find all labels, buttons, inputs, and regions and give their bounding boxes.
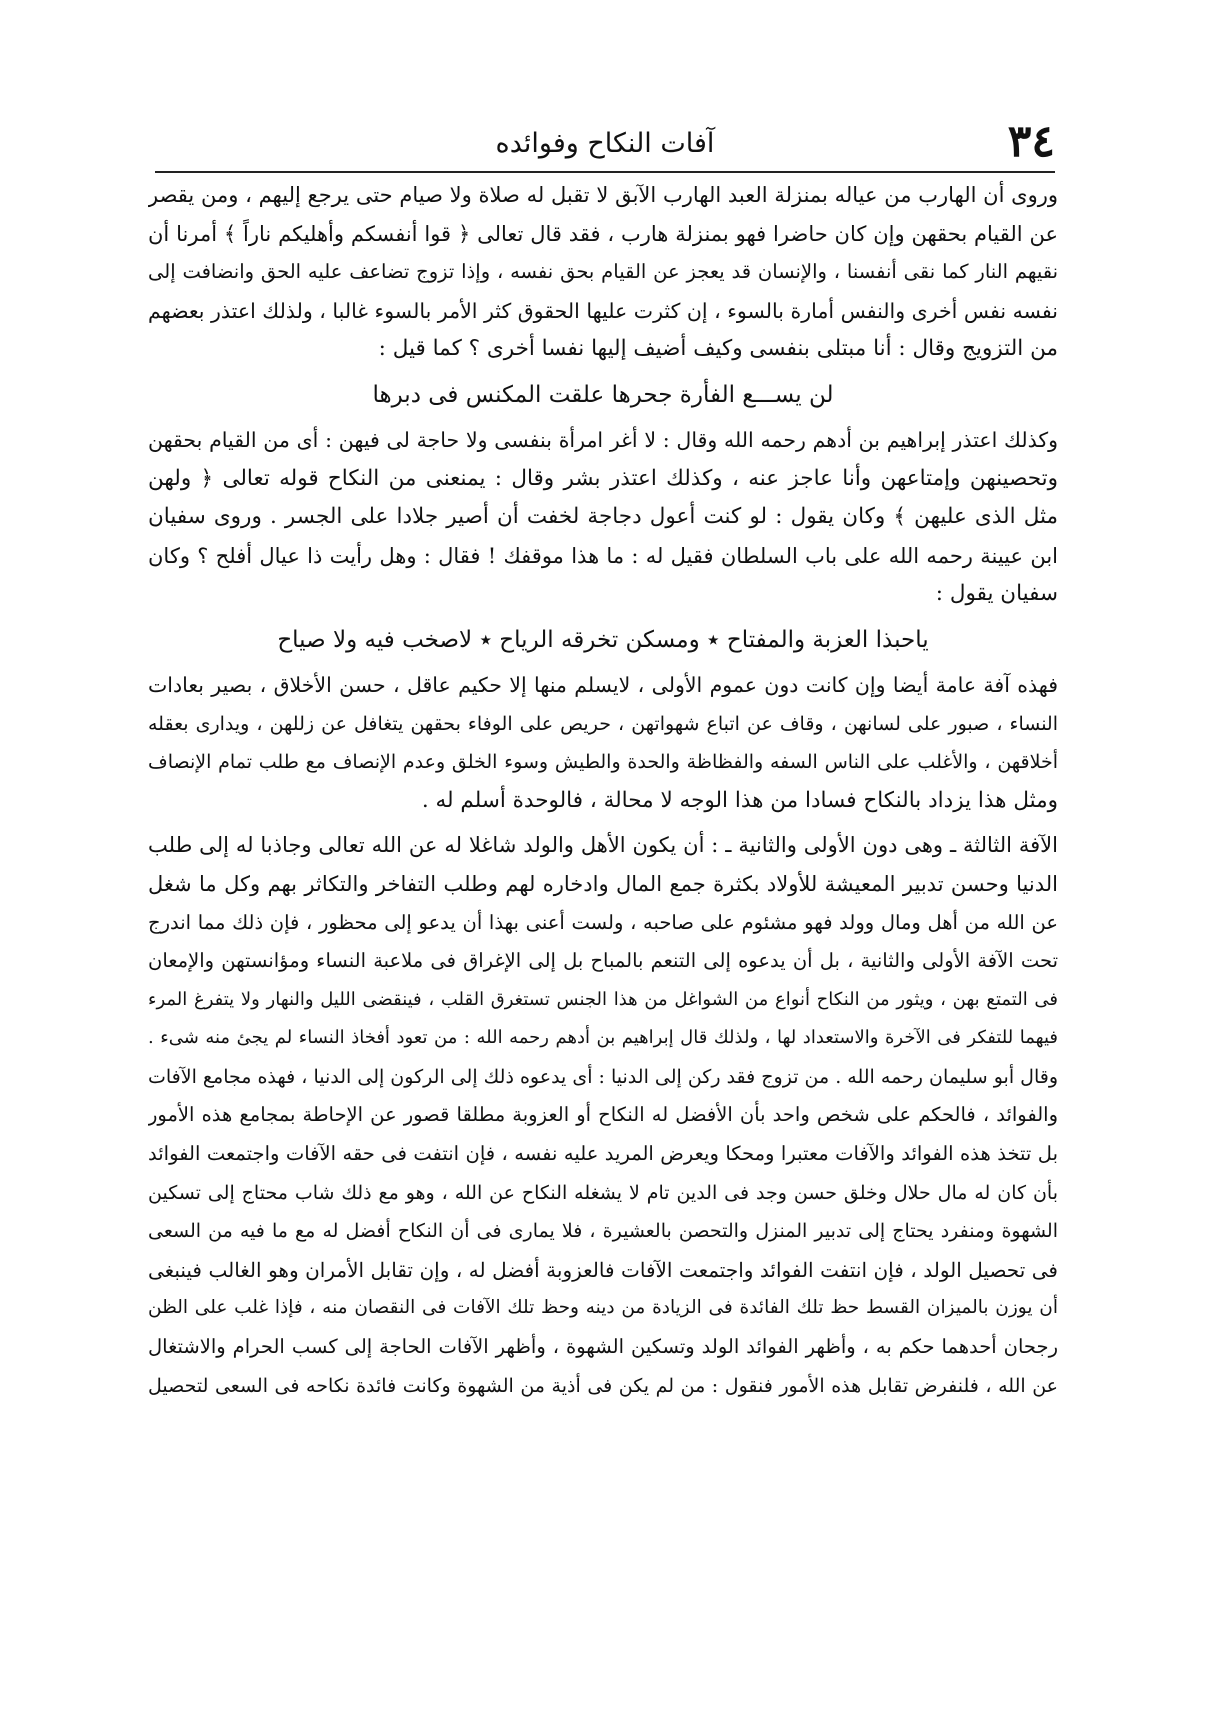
text-line: فى التمتع بهن ، ويثور من النكاح أنواع من الشواغل من هذا الجنس تستغرق القلب ، فينقضى الليل والنهار ولا يتفرغ المرء xyxy=(148,988,1058,1010)
text-line: بل تتخذ هذه الفوائد والآفات معتبرا ومحكا ويعرض المريد عليه نفسه ، فإن انتفت فى حقه الآفات واجتمعت الفوائد xyxy=(148,1142,1058,1166)
text-line: ومثل هذا يزداد بالنكاح فسادا من هذا الوجه لا محالة ، فالوحدة أسلم له . xyxy=(421,787,1058,813)
text-line: والفوائد ، فالحكم على شخص واحد بأن الأفضل له النكاح أو العزوبة مطلقا قصور عن الإحاطة بمجامع هذه الأمور xyxy=(148,1103,1058,1127)
text-line: بأن كان له مال حلال وخلق حسن وجد فى الدين تام لا يشغله النكاح عن الله ، وهو مع ذلك شاب محتاج إلى تسكين xyxy=(148,1181,1058,1204)
text-line: مثل الذى عليهن ﴾ وكان يقول : لو كنت أعول دجاجة لخفت أن أصير جلادا على الجسر . وروى سفيان xyxy=(148,504,1058,530)
text-line: فيهما للتفكر فى الآخرة والاستعداد لها ، ولذلك قال إبراهيم بن أدهم رحمه الله : من تعود أفخاذ النساء لم يجئ منه شىء . xyxy=(148,1027,1058,1049)
text-line: نقيهم النار كما نقى أنفسنا ، والإنسان قد يعجز عن القيام بحق نفسه ، وإذا تزوج تضاعف عليه الحق وانضافت إلى xyxy=(148,260,1058,284)
text-line: عن الله ، فلنفرض تقابل هذه الأمور فنقول : من لم يكن فى أذية من الشهوة وكانت فائدة نكاحه فى السعى لتحصيل xyxy=(148,1374,1058,1397)
text-line: وتحصينهن وإمتاعهن وأنا عاجز عنه ، وكذلك اعتذر بشر وقال : يمنعنى من النكاح قوله تعالى ﴿ ولهن xyxy=(148,465,1058,491)
text-line: عن القيام بحقهن وإن كان حاضرا فهو بمنزلة هارب ، فقد قال تعالى ﴿ قوا أنفسكم وأهليكم ناراً ﴾ أمرنا أن xyxy=(148,221,1058,246)
verse-line: لن يســـع الفأرة جحرها علقت المكنس فى دبرها xyxy=(372,381,834,408)
page-header xyxy=(155,112,1055,174)
text-line: ابن عيينة رحمه الله على باب السلطان فقيل له : ما هذا موقفك ! فقال : وهل رأيت ذا عيال أفلح ؟ وكان xyxy=(148,543,1058,568)
text-line: الدنيا وحسن تدبير المعيشة للأولاد بكثرة جمع المال وادخاره لهم وطلب التفاخر والتكاثر بهم وكل ما شغل xyxy=(148,871,1058,896)
text-line: تحت الآفة الأولى والثانية ، بل أن يدعوه إلى التنعم بالمباح بل إلى الإغراق فى ملاعبة النساء ومؤانستهن والإمعان xyxy=(148,949,1058,973)
page-number: ٣٤ xyxy=(1007,116,1055,167)
page-body xyxy=(148,176,1058,1405)
verse-line: ياحبذا العزبة والمفتاح ٭ ومسكن تخرقه الرياح ٭ لاصخب فيه ولا صياح xyxy=(277,626,929,653)
text-line: فهذه آفة عامة أيضا وإن كانت دون عموم الأولى ، لايسلم منها إلا حكيم عاقل ، حسن الأخلاق ، بصير بعادات xyxy=(148,672,1058,697)
text-line: الشهوة ومنفرد يحتاج إلى تدبير المنزل والتحصن بالعشيرة ، فلا يمارى فى أن النكاح أفضل له مع ما فيه من السعى xyxy=(148,1220,1058,1243)
text-line: نفسه نفس أخرى والنفس أمارة بالسوء ، إن كثرت عليها الحقوق كثر الأمر بالسوء غالبا ، ولذلك اعتذر بعضهم xyxy=(148,298,1058,323)
text-line: الآفة الثالثة ـ وهى دون الأولى والثانية ـ : أن يكون الأهل والولد شاغلا له عن الله تعالى وجاذبا له إلى طلب xyxy=(148,833,1058,858)
text-line: أن يوزن بالميزان القسط حظ تلك الفائدة فى الزيادة من دينه وحظ تلك الآفات فى النقصان منه ، فإذا غلب على الظن xyxy=(148,1297,1058,1319)
text-line: أخلاقهن ، والأغلب على الناس السفه والفظاظة والحدة والطيش وسوء الخلق وعدم الإنصاف مع طلب تمام الإنصاف xyxy=(148,751,1058,774)
running-title: آفات النكاح وفوائده xyxy=(495,128,715,159)
text-line: وروى أن الهارب من عياله بمنزلة العبد الهارب الآبق لا تقبل له صلاة ولا صيام حتى يرجع إليهم ، ومن يقصر xyxy=(148,183,1058,207)
header-rule xyxy=(155,171,1055,173)
text-line: النساء ، صبور على لسانهن ، وقاف عن اتباع شهواتهن ، حريص على الوفاء بحقهن يتغافل عن زللهن ، ويدارى بعقله xyxy=(148,712,1058,735)
text-line: رجحان أحدهما حكم به ، وأظهر الفوائد الولد وتسكين الشهوة ، وأظهر الآفات الحاجة إلى كسب الحرام والاشتغال xyxy=(148,1335,1058,1359)
text-line: عن الله من أهل ومال وولد فهو مشئوم على صاحبه ، ولست أعنى بهذا أن يدعو إلى محظور ، فإن ذلك مما اندرج xyxy=(148,910,1058,934)
text-line: وكذلك اعتذر إبراهيم بن أدهم رحمه الله وقال : لا أغر امرأة بنفسى ولا حاجة لى فيهن : أى من القيام بحقهن xyxy=(148,427,1058,452)
text-line: وقال أبو سليمان رحمه الله . من تزوج فقد ركن إلى الدنيا : أى يدعوه ذلك إلى الركون إلى الدنيا ، فهذه مجامع الآفات xyxy=(148,1065,1058,1088)
text-line: سفيان يقول : xyxy=(935,581,1058,607)
text-line: فى تحصيل الولد ، فإن انتفت الفوائد واجتمعت الآفات فالعزوبة أفضل له ، وإن تقابل الأمران وهو الغالب فينبغى xyxy=(148,1257,1058,1282)
text-line: من التزويج وقال : أنا مبتلى بنفسى وكيف أضيف إليها نفسا أخرى ؟ كما قيل : xyxy=(378,336,1058,362)
